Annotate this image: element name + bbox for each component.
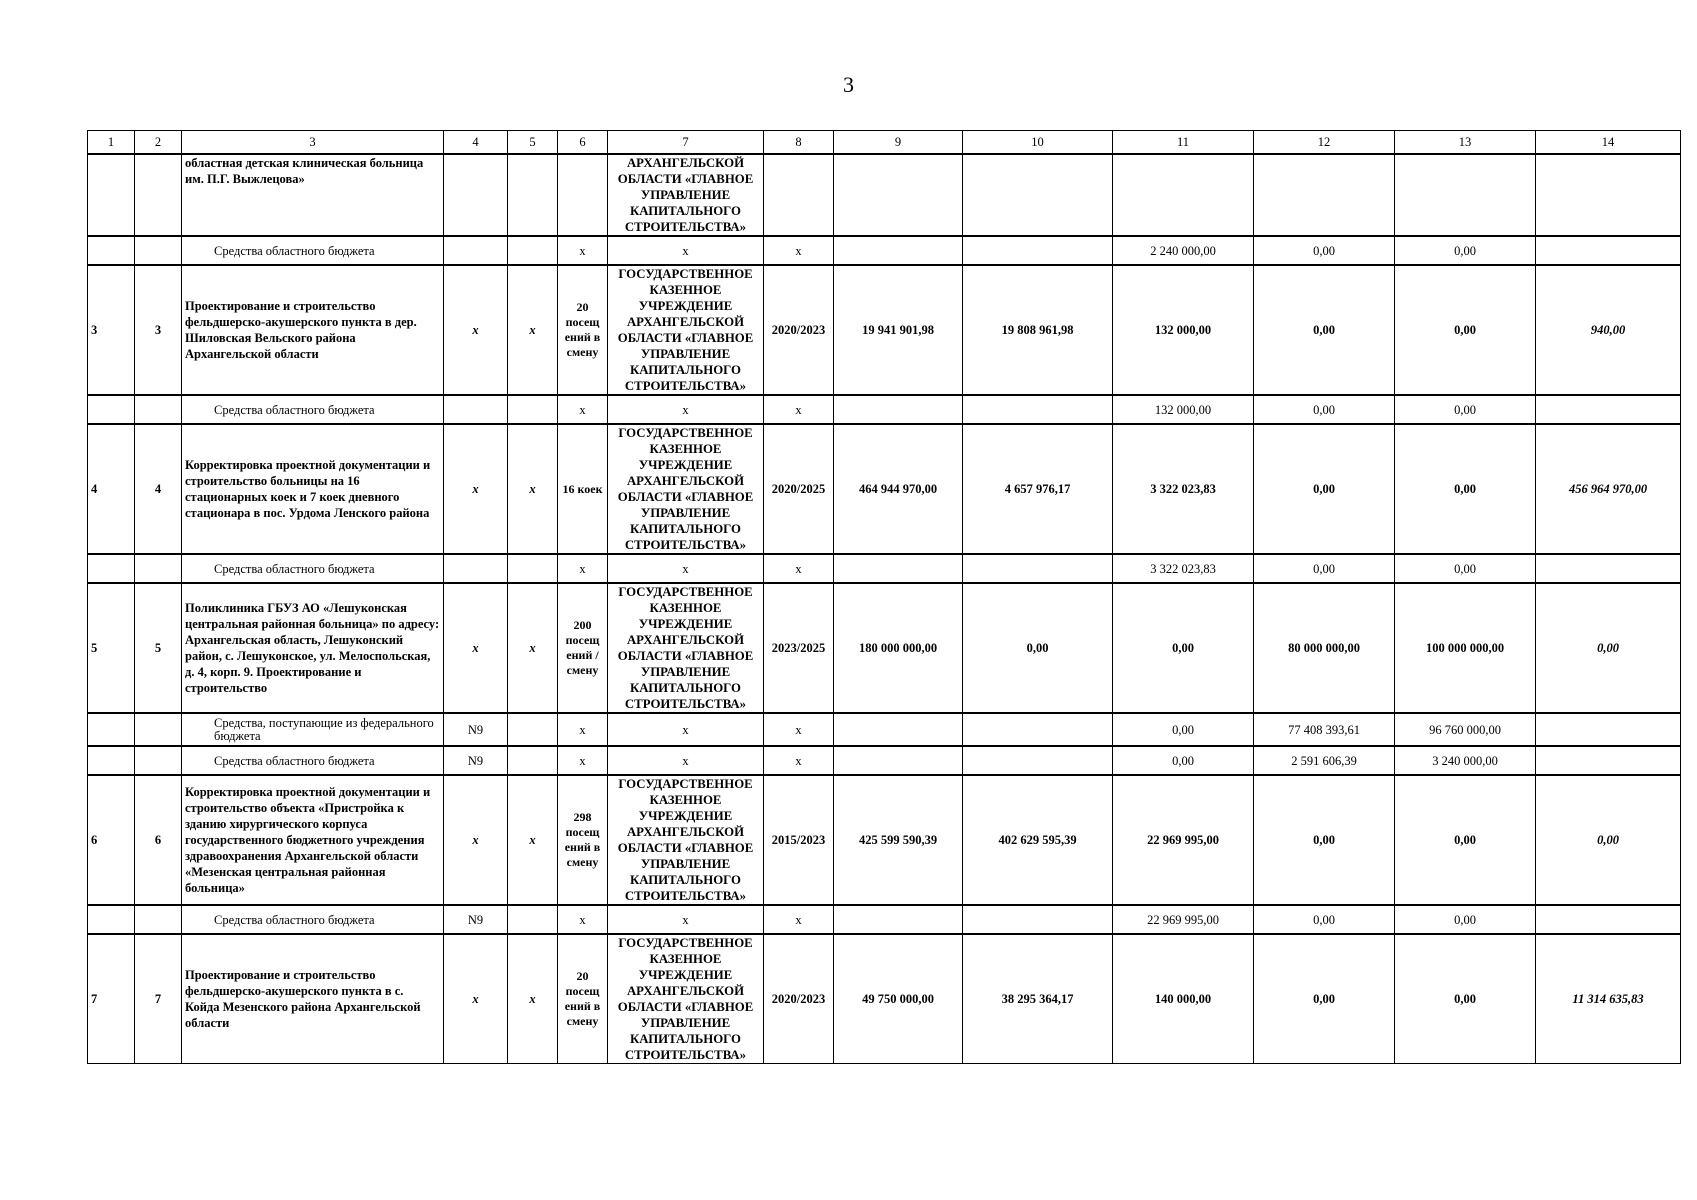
code-cell <box>444 395 508 424</box>
column-header: 2 <box>135 131 182 155</box>
col5-cell <box>508 554 558 583</box>
capacity-cell: 298 посещ ений в смену <box>558 775 608 905</box>
table-body <box>88 131 1681 1064</box>
remaining-amount-cell: 456 964 970,00 <box>1536 424 1681 554</box>
col5-cell: x <box>508 934 558 1064</box>
year-1-amount-cell: 132 000,00 <box>1113 395 1254 424</box>
capacity-cell: x <box>558 554 608 583</box>
investment-table <box>87 130 1681 1064</box>
code-cell: x <box>444 424 508 554</box>
estimated-cost-cell <box>834 554 963 583</box>
capacity-cell: x <box>558 905 608 934</box>
year-3-amount-cell: 0,00 <box>1395 905 1536 934</box>
financed-before-cell: 0,00 <box>963 583 1113 713</box>
column-header: 13 <box>1395 131 1536 155</box>
period-cell: x <box>764 746 834 775</box>
customer-cell: ГОСУДАРСТВЕННОЕ КАЗЕННОЕ УЧРЕЖДЕНИЕ АРХАНГЕЛЬСКОЙ ОБЛАСТИ «ГЛАВНОЕ УПРАВЛЕНИЕ КАПИТАЛЬНОГО СТРОИТЕЛЬСТВА» <box>608 424 764 554</box>
object-name-cell: Корректировка проектной документации и строительство объекта «Пристройка к зданию хирургического корпуса государственного бюджетного учреждения здравоохранения Архангельской области «Мезенская центральная районная больница» <box>182 775 444 905</box>
financed-before-cell <box>963 713 1113 746</box>
sub-number-cell <box>135 713 182 746</box>
sub-number-cell <box>135 395 182 424</box>
customer-cell: x <box>608 554 764 583</box>
customer-cell: ГОСУДАРСТВЕННОЕ КАЗЕННОЕ УЧРЕЖДЕНИЕ АРХАНГЕЛЬСКОЙ ОБЛАСТИ «ГЛАВНОЕ УПРАВЛЕНИЕ КАПИТАЛЬНОГО СТРОИТЕЛЬСТВА» <box>608 775 764 905</box>
customer-cell: x <box>608 746 764 775</box>
column-header: 11 <box>1113 131 1254 155</box>
funding-source-row <box>88 236 1681 265</box>
year-3-amount-cell: 0,00 <box>1395 395 1536 424</box>
capacity-cell: 16 коек <box>558 424 608 554</box>
estimated-cost-cell: 180 000 000,00 <box>834 583 963 713</box>
customer-cell: АРХАНГЕЛЬСКОЙ ОБЛАСТИ «ГЛАВНОЕ УПРАВЛЕНИЕ КАПИТАЛЬНОГО СТРОИТЕЛЬСТВА» <box>608 154 764 236</box>
column-header: 4 <box>444 131 508 155</box>
period-cell: 2023/2025 <box>764 583 834 713</box>
year-3-amount-cell: 0,00 <box>1395 236 1536 265</box>
year-2-amount-cell: 0,00 <box>1254 775 1395 905</box>
capacity-cell: x <box>558 746 608 775</box>
year-3-amount-cell: 96 760 000,00 <box>1395 713 1536 746</box>
year-1-amount-cell: 0,00 <box>1113 713 1254 746</box>
object-name-cell: Средства областного бюджета <box>182 236 444 265</box>
year-1-amount-cell <box>1113 154 1254 236</box>
row-number-cell: 7 <box>88 934 135 1064</box>
object-name-cell: Поликлиника ГБУЗ АО «Лешуконская центральная районная больница» по адресу: Архангельская область, Лешуконский район, с. Лешуконское, ул. Мелоспольская, д. 4, корп. 9. Проектирование и строительство <box>182 583 444 713</box>
sub-number-cell <box>135 554 182 583</box>
year-2-amount-cell: 0,00 <box>1254 424 1395 554</box>
code-cell: x <box>444 775 508 905</box>
period-cell: x <box>764 554 834 583</box>
financed-before-cell: 402 629 595,39 <box>963 775 1113 905</box>
object-name-cell: Средства, поступающие из федерального бюджета <box>182 713 444 746</box>
period-cell: 2020/2023 <box>764 265 834 395</box>
funding-source-row <box>88 554 1681 583</box>
row-number-cell: 5 <box>88 583 135 713</box>
column-header: 8 <box>764 131 834 155</box>
object-name-cell: областная детская клиническая больница им. П.Г. Выжлецова» <box>182 154 444 236</box>
object-name-cell: Корректировка проектной документации и строительство больницы на 16 стационарных коек и 7 коек дневного стационара в пос. Урдома Ленского района <box>182 424 444 554</box>
customer-cell: x <box>608 236 764 265</box>
year-3-amount-cell: 0,00 <box>1395 554 1536 583</box>
period-cell: 2020/2023 <box>764 934 834 1064</box>
remaining-amount-cell: 0,00 <box>1536 583 1681 713</box>
col5-cell <box>508 395 558 424</box>
remaining-amount-cell: 11 314 635,83 <box>1536 934 1681 1064</box>
object-name-cell: Средства областного бюджета <box>182 554 444 583</box>
year-3-amount-cell: 0,00 <box>1395 934 1536 1064</box>
col5-cell <box>508 236 558 265</box>
sub-number-cell: 3 <box>135 265 182 395</box>
financed-before-cell: 38 295 364,17 <box>963 934 1113 1064</box>
code-cell: N9 <box>444 905 508 934</box>
year-2-amount-cell: 0,00 <box>1254 554 1395 583</box>
table-row <box>88 934 1681 1064</box>
year-1-amount-cell: 2 240 000,00 <box>1113 236 1254 265</box>
year-2-amount-cell: 80 000 000,00 <box>1254 583 1395 713</box>
funding-source-row <box>88 713 1681 746</box>
column-header: 9 <box>834 131 963 155</box>
customer-cell: ГОСУДАРСТВЕННОЕ КАЗЕННОЕ УЧРЕЖДЕНИЕ АРХАНГЕЛЬСКОЙ ОБЛАСТИ «ГЛАВНОЕ УПРАВЛЕНИЕ КАПИТАЛЬНОГО СТРОИТЕЛЬСТВА» <box>608 583 764 713</box>
column-header: 10 <box>963 131 1113 155</box>
capacity-cell: x <box>558 395 608 424</box>
remaining-amount-cell <box>1536 713 1681 746</box>
year-3-amount-cell: 0,00 <box>1395 424 1536 554</box>
sub-number-cell: 5 <box>135 583 182 713</box>
sub-number-cell <box>135 236 182 265</box>
row-number-cell <box>88 236 135 265</box>
remaining-amount-cell <box>1536 905 1681 934</box>
column-header: 12 <box>1254 131 1395 155</box>
page-number: 3 <box>843 72 854 97</box>
period-cell: 2015/2023 <box>764 775 834 905</box>
period-cell: x <box>764 713 834 746</box>
year-2-amount-cell: 0,00 <box>1254 236 1395 265</box>
table-row <box>88 154 1681 236</box>
code-cell: N9 <box>444 713 508 746</box>
row-number-cell <box>88 554 135 583</box>
year-1-amount-cell: 140 000,00 <box>1113 934 1254 1064</box>
code-cell <box>444 554 508 583</box>
capacity-cell: x <box>558 236 608 265</box>
funding-source-row <box>88 905 1681 934</box>
row-number-cell <box>88 746 135 775</box>
year-1-amount-cell: 22 969 995,00 <box>1113 775 1254 905</box>
capacity-cell: 200 посещ ений / смену <box>558 583 608 713</box>
year-2-amount-cell: 77 408 393,61 <box>1254 713 1395 746</box>
year-1-amount-cell: 0,00 <box>1113 583 1254 713</box>
remaining-amount-cell <box>1536 395 1681 424</box>
financed-before-cell <box>963 236 1113 265</box>
period-cell <box>764 154 834 236</box>
column-header: 7 <box>608 131 764 155</box>
estimated-cost-cell <box>834 905 963 934</box>
customer-cell: x <box>608 905 764 934</box>
code-cell <box>444 236 508 265</box>
code-cell <box>444 154 508 236</box>
col5-cell: x <box>508 424 558 554</box>
col5-cell: x <box>508 583 558 713</box>
column-number-header-row <box>88 131 1681 155</box>
capacity-cell: 20 посещ ений в смену <box>558 265 608 395</box>
row-number-cell <box>88 395 135 424</box>
column-header: 3 <box>182 131 444 155</box>
column-header: 5 <box>508 131 558 155</box>
col5-cell <box>508 905 558 934</box>
column-header: 6 <box>558 131 608 155</box>
row-number-cell <box>88 713 135 746</box>
object-name-cell: Проектирование и строительство фельдшерско-акушерского пункта в с. Койда Мезенского района Архангельской области <box>182 934 444 1064</box>
sub-number-cell: 7 <box>135 934 182 1064</box>
estimated-cost-cell: 49 750 000,00 <box>834 934 963 1064</box>
financed-before-cell <box>963 154 1113 236</box>
row-number-cell: 3 <box>88 265 135 395</box>
code-cell: x <box>444 583 508 713</box>
period-cell: 2020/2025 <box>764 424 834 554</box>
code-cell: x <box>444 934 508 1064</box>
remaining-amount-cell <box>1536 154 1681 236</box>
year-3-amount-cell: 100 000 000,00 <box>1395 583 1536 713</box>
financed-before-cell: 19 808 961,98 <box>963 265 1113 395</box>
sub-number-cell: 6 <box>135 775 182 905</box>
financed-before-cell <box>963 905 1113 934</box>
object-name-cell: Проектирование и строительство фельдшерско-акушерского пункта в дер. Шиловская Вельского района Архангельской области <box>182 265 444 395</box>
year-1-amount-cell: 22 969 995,00 <box>1113 905 1254 934</box>
col5-cell: x <box>508 265 558 395</box>
sub-number-cell <box>135 154 182 236</box>
col5-cell <box>508 154 558 236</box>
year-1-amount-cell: 0,00 <box>1113 746 1254 775</box>
code-cell: x <box>444 265 508 395</box>
year-1-amount-cell: 132 000,00 <box>1113 265 1254 395</box>
funding-source-row <box>88 395 1681 424</box>
estimated-cost-cell <box>834 746 963 775</box>
code-cell: N9 <box>444 746 508 775</box>
col5-cell: x <box>508 775 558 905</box>
year-2-amount-cell: 0,00 <box>1254 934 1395 1064</box>
period-cell: x <box>764 236 834 265</box>
year-1-amount-cell: 3 322 023,83 <box>1113 424 1254 554</box>
year-2-amount-cell: 2 591 606,39 <box>1254 746 1395 775</box>
year-3-amount-cell <box>1395 154 1536 236</box>
col5-cell <box>508 713 558 746</box>
year-3-amount-cell: 0,00 <box>1395 775 1536 905</box>
customer-cell: ГОСУДАРСТВЕННОЕ КАЗЕННОЕ УЧРЕЖДЕНИЕ АРХАНГЕЛЬСКОЙ ОБЛАСТИ «ГЛАВНОЕ УПРАВЛЕНИЕ КАПИТАЛЬНОГО СТРОИТЕЛЬСТВА» <box>608 265 764 395</box>
row-number-cell: 4 <box>88 424 135 554</box>
funding-source-row <box>88 746 1681 775</box>
table-row <box>88 583 1681 713</box>
estimated-cost-cell <box>834 236 963 265</box>
year-1-amount-cell: 3 322 023,83 <box>1113 554 1254 583</box>
remaining-amount-cell: 0,00 <box>1536 775 1681 905</box>
year-3-amount-cell: 0,00 <box>1395 265 1536 395</box>
year-2-amount-cell <box>1254 154 1395 236</box>
column-header: 1 <box>88 131 135 155</box>
table-row <box>88 775 1681 905</box>
customer-cell: x <box>608 395 764 424</box>
financed-before-cell <box>963 746 1113 775</box>
column-header: 14 <box>1536 131 1681 155</box>
row-number-cell <box>88 154 135 236</box>
sub-number-cell <box>135 905 182 934</box>
table-row <box>88 265 1681 395</box>
row-number-cell: 6 <box>88 775 135 905</box>
sub-number-cell <box>135 746 182 775</box>
remaining-amount-cell: 940,00 <box>1536 265 1681 395</box>
financed-before-cell <box>963 395 1113 424</box>
estimated-cost-cell <box>834 395 963 424</box>
capacity-cell <box>558 154 608 236</box>
estimated-cost-cell: 19 941 901,98 <box>834 265 963 395</box>
row-number-cell <box>88 905 135 934</box>
table-row <box>88 424 1681 554</box>
period-cell: x <box>764 905 834 934</box>
remaining-amount-cell <box>1536 554 1681 583</box>
period-cell: x <box>764 395 834 424</box>
object-name-cell: Средства областного бюджета <box>182 395 444 424</box>
year-2-amount-cell: 0,00 <box>1254 395 1395 424</box>
customer-cell: x <box>608 713 764 746</box>
year-2-amount-cell: 0,00 <box>1254 265 1395 395</box>
object-name-cell: Средства областного бюджета <box>182 905 444 934</box>
remaining-amount-cell <box>1536 236 1681 265</box>
year-3-amount-cell: 3 240 000,00 <box>1395 746 1536 775</box>
estimated-cost-cell: 464 944 970,00 <box>834 424 963 554</box>
estimated-cost-cell <box>834 713 963 746</box>
customer-cell: ГОСУДАРСТВЕННОЕ КАЗЕННОЕ УЧРЕЖДЕНИЕ АРХАНГЕЛЬСКОЙ ОБЛАСТИ «ГЛАВНОЕ УПРАВЛЕНИЕ КАПИТАЛЬНОГО СТРОИТЕЛЬСТВА» <box>608 934 764 1064</box>
col5-cell <box>508 746 558 775</box>
object-name-cell: Средства областного бюджета <box>182 746 444 775</box>
year-2-amount-cell: 0,00 <box>1254 905 1395 934</box>
financed-before-cell <box>963 554 1113 583</box>
sub-number-cell: 4 <box>135 424 182 554</box>
capacity-cell: 20 посещ ений в смену <box>558 934 608 1064</box>
remaining-amount-cell <box>1536 746 1681 775</box>
capacity-cell: x <box>558 713 608 746</box>
financed-before-cell: 4 657 976,17 <box>963 424 1113 554</box>
estimated-cost-cell: 425 599 590,39 <box>834 775 963 905</box>
estimated-cost-cell <box>834 154 963 236</box>
